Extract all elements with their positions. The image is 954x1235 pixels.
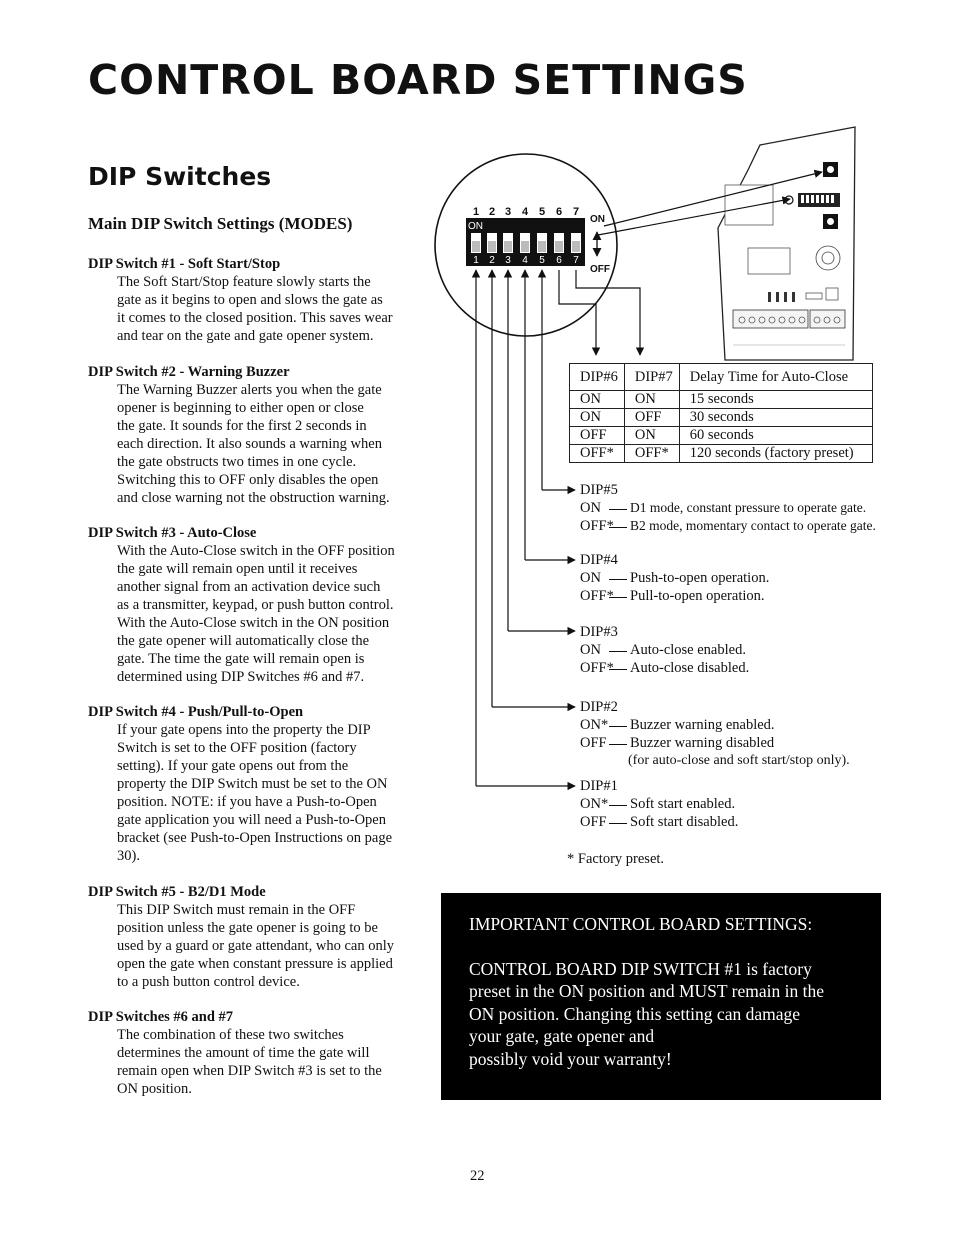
section-line: the gate opener will automatically close the (117, 633, 370, 649)
switch-number: 4 (521, 206, 529, 218)
switch-number: 6 (556, 255, 562, 266)
section-line: gate application you will need a Push-to-Open (117, 812, 386, 828)
dip-description: Auto-close disabled. (630, 660, 750, 676)
table-cell: 120 seconds (factory preset) (679, 445, 872, 463)
switch-number: 3 (505, 255, 511, 266)
on-side-label: ON (590, 214, 605, 225)
dip-state: OFF* (580, 660, 614, 676)
dip-state: OFF* (580, 588, 614, 604)
notice-line: possibly void your warranty! (469, 1048, 672, 1069)
notice-line: CONTROL BOARD DIP SWITCH #1 is factory (469, 958, 812, 979)
section-line: The Warning Buzzer alerts you when the gate (117, 382, 382, 398)
dip-state: ON (580, 642, 601, 658)
notice-line: preset in the ON position and MUST remain in the (469, 981, 824, 1001)
table-cell: OFF* (624, 445, 679, 463)
delay-time-table (569, 363, 873, 463)
dip4-settings (580, 551, 769, 605)
switch-knob (555, 241, 563, 252)
section-line: used by a guard or gate attendant, who can only (117, 938, 395, 954)
important-notice-box (441, 893, 881, 1100)
dip-description: Auto-close enabled. (630, 642, 746, 658)
table-row (570, 391, 873, 409)
section-line: each direction. It also sounds a warning when (117, 436, 382, 452)
section-heading: DIP Switch #4 - Push/Pull-to-Open (88, 704, 304, 720)
notice-line: ON position. Changing this setting can damage (469, 1003, 800, 1024)
section-line: bracket (see Push-to-Open Instructions on page (117, 830, 393, 846)
switch-number: 4 (522, 255, 528, 266)
dip-label: DIP#2 (580, 699, 618, 715)
table-cell: 30 seconds (679, 409, 872, 427)
section-line: position unless the gate opener is going to be (117, 920, 378, 936)
section-line: 30). (117, 848, 140, 864)
section-line: remain open when DIP Switch #3 is set to the (117, 1063, 382, 1079)
dip5-settings (580, 481, 876, 535)
dip1-settings (580, 777, 738, 831)
dip-state: ON (580, 570, 601, 586)
switch-number: 7 (573, 255, 579, 266)
dip-description: Buzzer warning enabled. (630, 717, 775, 733)
switch-number: 3 (504, 206, 512, 218)
dip-description: Push-to-open operation. (630, 570, 770, 586)
dip-label: DIP#1 (580, 778, 618, 794)
table-header: Delay Time for Auto-Close (679, 364, 872, 391)
dip-description: Soft start enabled. (630, 796, 736, 812)
section-line: as a transmitter, keypad, or push button control. (117, 597, 394, 613)
dip-label: DIP#3 (580, 624, 618, 640)
factory-preset-note: * Factory preset. (567, 851, 665, 867)
dip3-settings (580, 623, 749, 677)
table-header: DIP#6 (570, 364, 625, 391)
switch-number: 5 (539, 255, 545, 266)
dip-state: OFF (580, 814, 607, 830)
section-line: If your gate opens into the property the DIP (117, 722, 371, 738)
page-number: 22 (470, 1168, 485, 1184)
table-row (570, 427, 873, 445)
table-cell: 15 seconds (679, 391, 872, 409)
switch-knob (504, 241, 512, 252)
switch-knob (472, 241, 480, 252)
dip-label: DIP#5 (580, 482, 618, 498)
table-cell: OFF (570, 427, 625, 445)
section-line: With the Auto-Close switch in the OFF position (117, 543, 395, 559)
section-line: gate. The time the gate will remain open is (117, 651, 365, 667)
switch-number: 2 (489, 255, 495, 266)
switch-knob (488, 241, 496, 252)
control-board-illustration (718, 127, 855, 360)
dip-state: ON (580, 500, 601, 516)
dip-state: ON* (580, 796, 609, 812)
switch-knob (521, 241, 529, 252)
section-heading: DIP Switches #6 and #7 (88, 1009, 234, 1025)
section-line: property the DIP Switch must be set to the ON (117, 776, 388, 792)
dip-description: Buzzer warning disabled (630, 735, 775, 751)
switch-number: 1 (472, 206, 480, 218)
section-line: With the Auto-Close switch in the ON position (117, 615, 390, 631)
section-heading: DIP Switch #5 - B2/D1 Mode (88, 884, 266, 900)
table-header: DIP#7 (624, 364, 679, 391)
dip-state: ON* (580, 717, 609, 733)
section-line: Switch is set to the OFF position (factory (117, 740, 357, 756)
dip-state: OFF* (580, 518, 614, 534)
section-line: The combination of these two switches (117, 1027, 344, 1043)
section-title: DIP Switches (88, 162, 272, 191)
section-line: opener is beginning to either open or close (117, 400, 364, 416)
section-line: determines the amount of time the gate will (117, 1045, 370, 1061)
switch-on-label: ON (468, 221, 483, 232)
dip-description-extra: (for auto-close and soft start/stop only). (628, 753, 850, 768)
notice-heading: IMPORTANT CONTROL BOARD SETTINGS: (469, 914, 813, 934)
section-line: Switching this to OFF only disables the open (117, 472, 379, 488)
notice-line: your gate, gate opener and (469, 1026, 655, 1046)
table-cell: OFF (624, 409, 679, 427)
dip-description: B2 mode, momentary contact to operate gate. (630, 518, 876, 533)
switch-number: 6 (555, 206, 563, 218)
switch-number: 5 (538, 206, 546, 218)
table-header-row (570, 364, 873, 391)
dip-description: D1 mode, constant pressure to operate gate. (630, 500, 867, 515)
page-title: CONTROL BOARD SETTINGS (88, 56, 748, 104)
section-heading: DIP Switch #1 - Soft Start/Stop (88, 256, 281, 272)
table-cell: ON (624, 427, 679, 445)
section-line: to a push button control device. (117, 974, 300, 990)
section-line: and close warning not the obstruction warning. (117, 490, 390, 506)
section-line: the gate obstructs two times in one cycle. (117, 454, 357, 470)
table-cell: OFF* (570, 445, 625, 463)
dip-description: Soft start disabled. (630, 814, 739, 830)
section-line: it comes to the closed position. This saves wear (117, 310, 393, 326)
dip-description: Pull-to-open operation. (630, 588, 765, 604)
section-line: another signal from an activation device such (117, 579, 381, 595)
section-line: position. NOTE: if you have a Push-to-Open (117, 794, 377, 810)
table-cell: ON (624, 391, 679, 409)
dip-label: DIP#4 (580, 552, 618, 568)
section-line: This DIP Switch must remain in the OFF (117, 902, 356, 918)
section-line: the gate. It sounds for the first 2 seconds in (117, 418, 367, 434)
section-heading: DIP Switch #3 - Auto-Close (88, 525, 257, 541)
switch-knob (538, 241, 546, 252)
switch-number: 2 (488, 206, 496, 218)
section-line: determined using DIP Switches #6 and #7. (117, 669, 365, 685)
modes-heading: Main DIP Switch Settings (MODES) (88, 214, 353, 233)
switch-knob (572, 241, 580, 252)
dip-state: OFF (580, 735, 607, 751)
section-line: setting). If your gate opens out from the (117, 758, 349, 774)
section-line: gate as it begins to open and slows the gate as (117, 292, 383, 308)
dip2-settings (580, 698, 850, 770)
switch-number: 7 (572, 206, 580, 218)
off-side-label: OFF (590, 264, 610, 275)
table-row (570, 445, 873, 463)
table-cell: ON (570, 409, 625, 427)
table-cell: 60 seconds (679, 427, 872, 445)
section-line: open the gate when constant pressure is applied (117, 956, 393, 972)
section-heading: DIP Switch #2 - Warning Buzzer (88, 364, 290, 380)
section-line: The Soft Start/Stop feature slowly starts the (117, 274, 371, 290)
section-line: the gate will remain open until it receives (117, 561, 358, 577)
switch-number: 1 (473, 255, 479, 266)
section-line: ON position. (117, 1081, 192, 1097)
table-row (570, 409, 873, 427)
table-cell: ON (570, 391, 625, 409)
section-line: and tear on the gate and gate opener system. (117, 328, 374, 344)
